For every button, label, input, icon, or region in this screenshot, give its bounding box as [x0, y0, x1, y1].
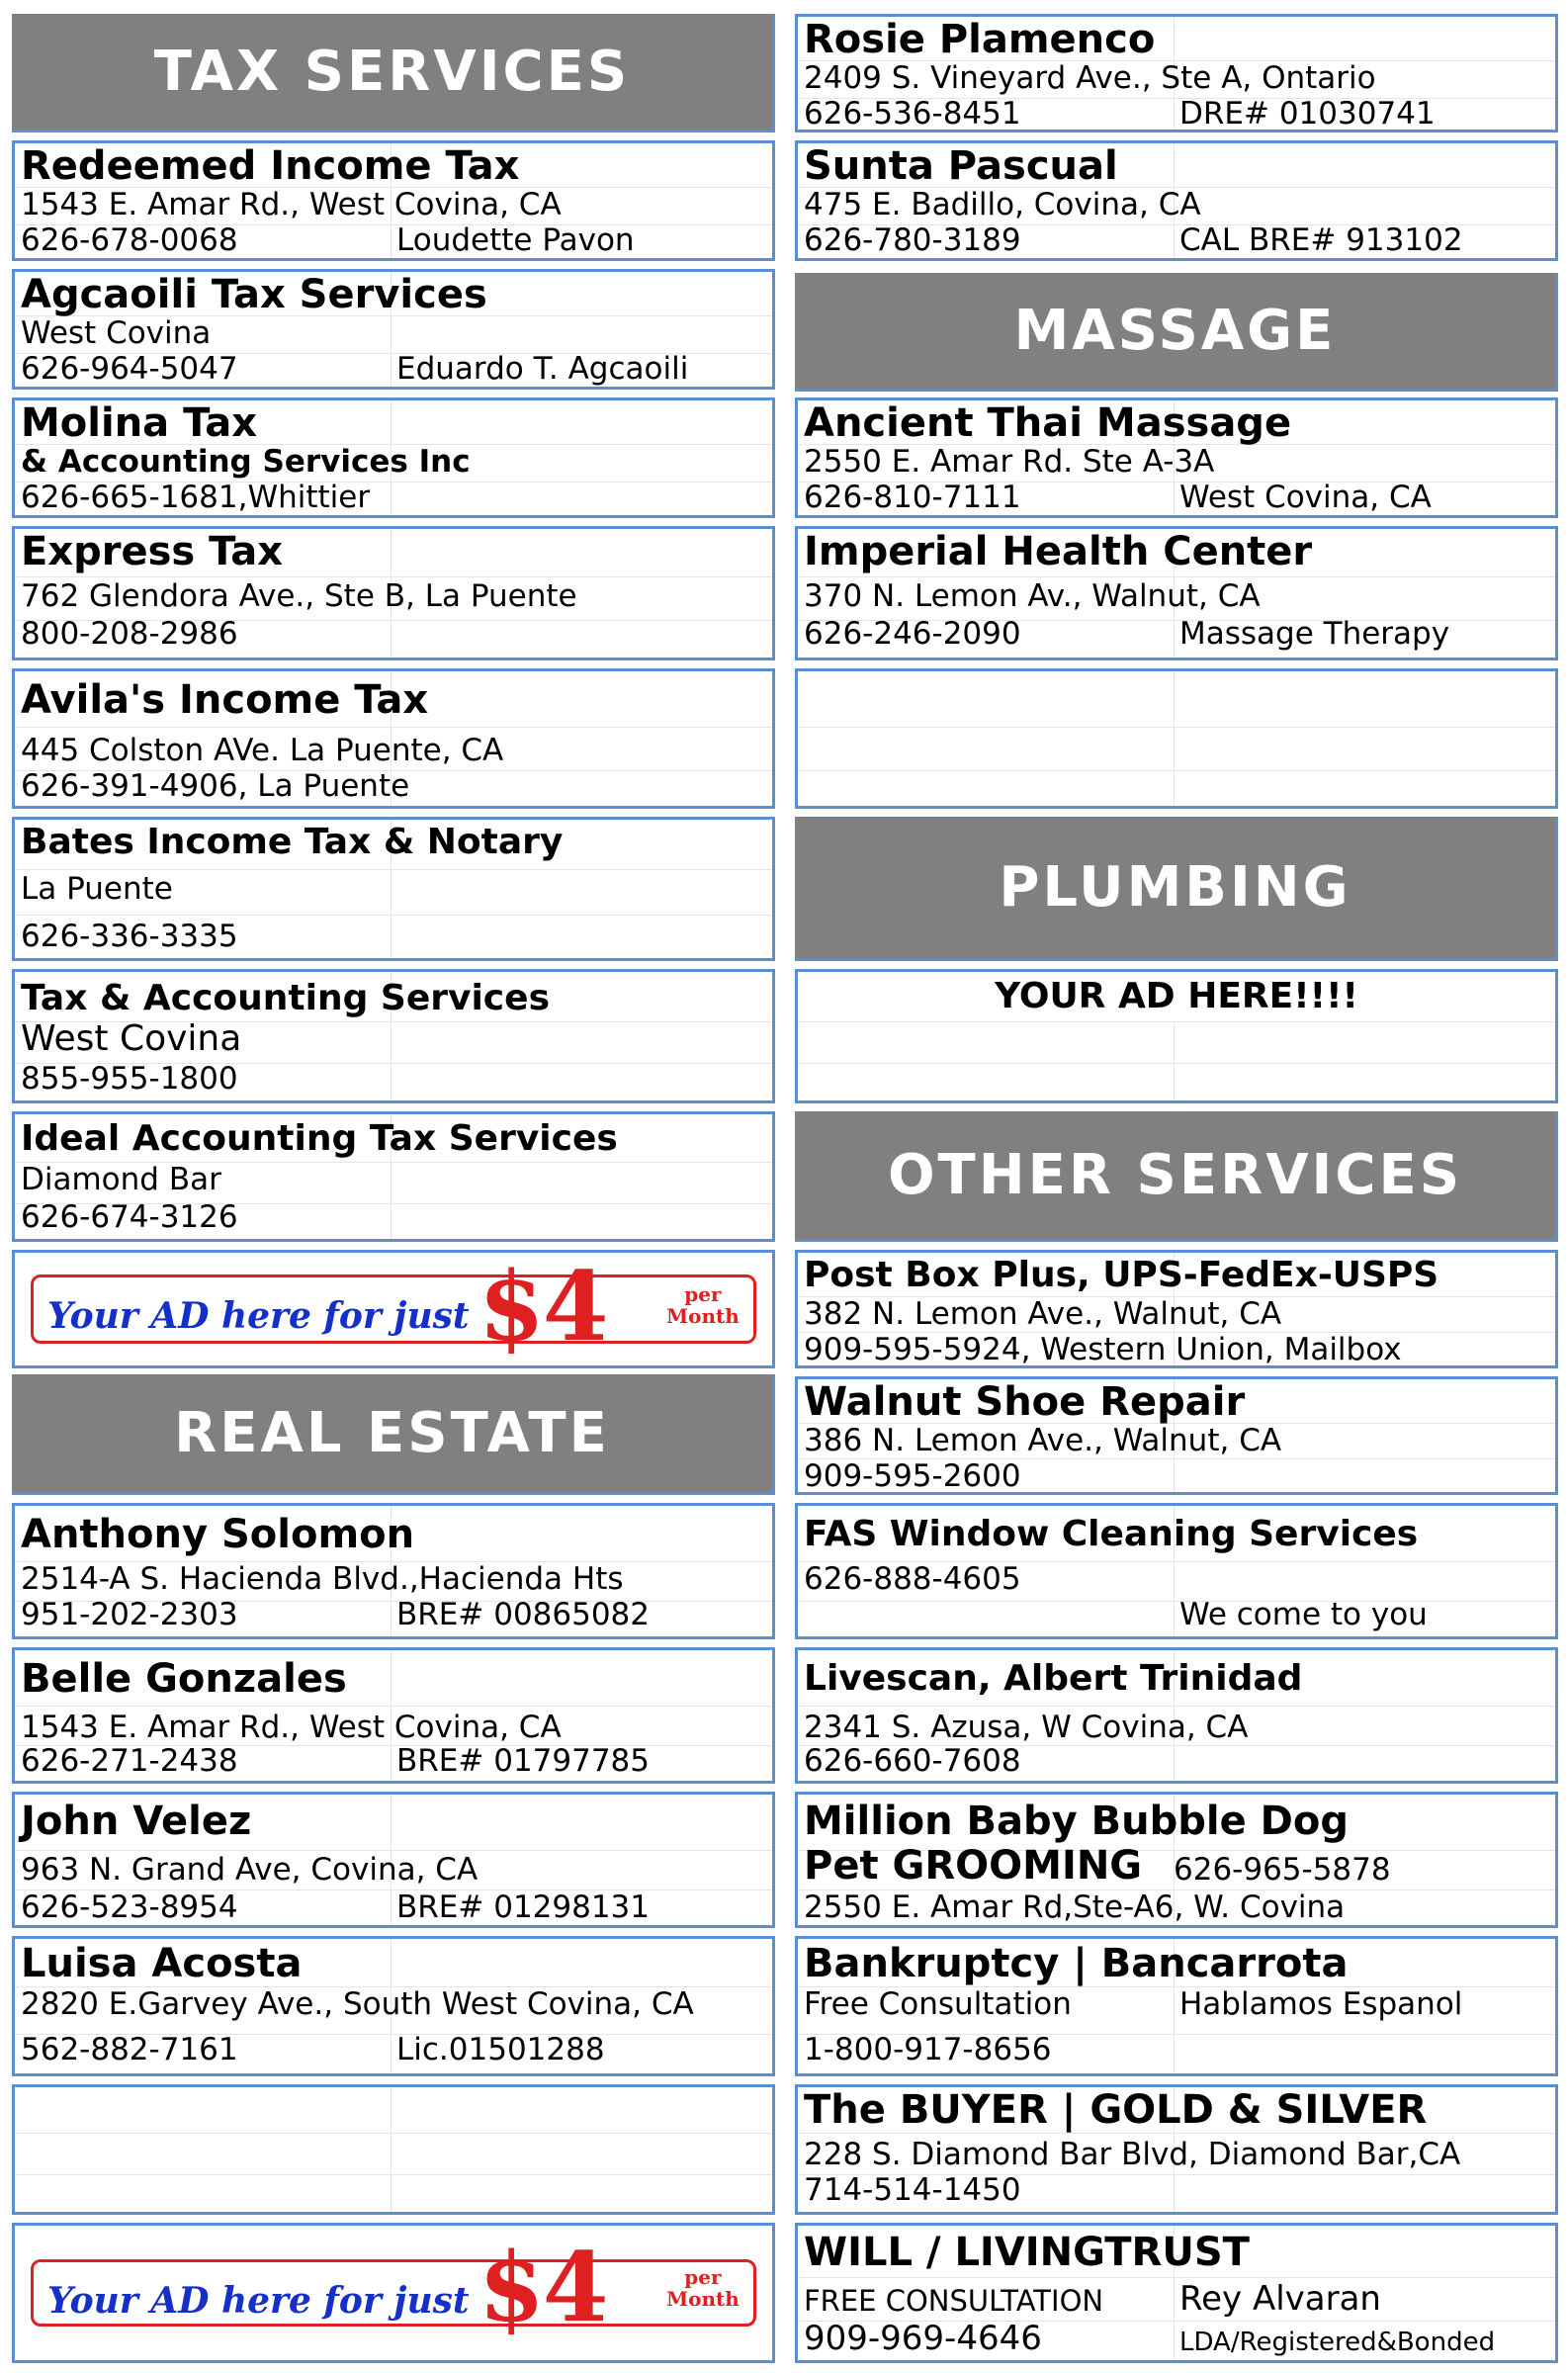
listing-the-buyer [795, 2084, 1558, 2215]
service: Massage Therapy [1179, 616, 1450, 652]
section-header-plumbing [795, 817, 1558, 961]
business-name: Post Box Plus, UPS-FedEx-USPS [804, 1255, 1439, 1295]
phone: 626-391-4906, La Puente [21, 768, 410, 804]
phone: 626-678-0068 [21, 222, 238, 258]
address: Diamond Bar [21, 1162, 221, 1197]
ad-banner[interactable] [12, 2223, 775, 2363]
business-name: FAS Window Cleaning Services [804, 1514, 1419, 1554]
phone: 626-674-3126 [21, 1199, 238, 1235]
subtitle: & Accounting Services Inc [21, 444, 471, 480]
phone: 909-969-4646 [804, 2319, 1042, 2358]
ad-text: Your AD here for just [47, 2280, 470, 2322]
phone: 626-888-4605 [804, 1561, 1021, 1597]
agent-name: Belle Gonzales [21, 1656, 347, 1702]
listing-ideal-accounting [12, 1111, 775, 1242]
section-title: REAL ESTATE [174, 1401, 610, 1465]
section-title: MASSAGE [1013, 299, 1337, 363]
address: 445 Colston AVe. La Puente, CA [21, 733, 504, 768]
business-name: WILL / LIVINGTRUST [804, 2230, 1250, 2275]
phone: 909-595-2600 [804, 1458, 1021, 1494]
phone: 562-882-7161 [21, 2032, 238, 2067]
business-name: Ideal Accounting Tax Services [21, 1118, 618, 1159]
license: CAL BRE# 913102 [1179, 222, 1463, 258]
section-title: TAX SERVICES [153, 40, 631, 104]
business-name: Ancient Thai Massage [804, 400, 1292, 446]
listing-belle-gonzales [12, 1647, 775, 1784]
listing-tax-accounting-services [12, 969, 775, 1103]
business-name: Express Tax [21, 529, 284, 574]
ad-per-month: per Month [666, 2265, 740, 2311]
address: 228 S. Diamond Bar Blvd, Diamond Bar,CA [804, 2137, 1461, 2172]
license: BRE# 01797785 [396, 1743, 651, 1779]
listing-redeemed-income-tax [12, 140, 775, 261]
license: BRE# 00865082 [396, 1597, 651, 1632]
ad-text: Your AD here for just [47, 1295, 470, 1337]
ad-price: $4 [479, 2232, 607, 2343]
address: 382 N. Lemon Ave., Walnut, CA [804, 1296, 1282, 1332]
address: 2409 S. Vineyard Ave., Ste A, Ontario [804, 60, 1376, 96]
address: 1543 E. Amar Rd., West Covina, CA [21, 1710, 562, 1745]
address: 762 Glendora Ave., Ste B, La Puente [21, 578, 577, 614]
plumbing-ad-slot[interactable] [795, 969, 1558, 1103]
phone: 626-536-8451 [804, 96, 1021, 132]
phone: 855-955-1800 [21, 1061, 238, 1097]
listing-luisa-acosta [12, 1936, 775, 2076]
address: 475 E. Badillo, Covina, CA [804, 187, 1201, 222]
phone: 1-800-917-8656 [804, 2032, 1052, 2067]
ad-frame [31, 2232, 756, 2343]
phone: 626-964-5047 [21, 351, 238, 387]
listing-avilas-income-tax [12, 668, 775, 809]
listing-walnut-shoe-repair [795, 1376, 1558, 1495]
ad-banner[interactable] [12, 1250, 775, 1368]
section-header-real-estate [12, 1374, 775, 1495]
ad-per-month: per Month [666, 1282, 740, 1328]
section-header-tax [12, 14, 775, 132]
listing-ancient-thai-massage [795, 397, 1558, 518]
listing-john-velez [12, 1792, 775, 1928]
phone: 626-336-3335 [21, 919, 238, 954]
listing-anthony-solomon [12, 1503, 775, 1639]
listing-bates-income-tax [12, 817, 775, 961]
listing-agcaoili-tax [12, 269, 775, 390]
license: BRE# 01298131 [396, 1890, 651, 1925]
phone: 626-780-3189 [804, 222, 1021, 258]
empty-listing [795, 668, 1558, 809]
business-name: Imperial Health Center [804, 529, 1313, 574]
address: West Covina [21, 315, 212, 351]
phone: 800-208-2986 [21, 616, 238, 652]
phone: 626-660-7608 [804, 1743, 1021, 1779]
address: 2550 E. Amar Rd,Ste-A6, W. Covina [804, 1890, 1346, 1925]
address: La Puente [21, 871, 173, 907]
agent-name: Luisa Acosta [21, 1941, 303, 1986]
business-name: Agcaoili Tax Services [21, 272, 487, 317]
business-name: Million Baby Bubble Dog [804, 1799, 1349, 1844]
city: West Covina, CA [1179, 480, 1432, 515]
phone: 626-810-7111 [804, 480, 1021, 515]
tagline: We come to you [1179, 1597, 1428, 1632]
empty-listing [12, 2084, 775, 2215]
license: Lic.01501288 [396, 2032, 605, 2067]
listing-fas-window-cleaning [795, 1503, 1558, 1639]
listing-imperial-health-center [795, 526, 1558, 660]
contact: Loudette Pavon [396, 222, 635, 258]
service: Pet GROOMING [804, 1843, 1143, 1889]
phone: 626-965-5878 [1174, 1852, 1391, 1888]
address: West Covina [21, 1018, 242, 1059]
phone: 626-271-2438 [21, 1743, 238, 1779]
address: 2341 S. Azusa, W Covina, CA [804, 1710, 1249, 1745]
phone: 951-202-2303 [21, 1597, 238, 1632]
agent-name: John Velez [21, 1799, 252, 1844]
phone: 714-514-1450 [804, 2172, 1021, 2208]
listing-livescan [795, 1647, 1558, 1784]
address: 386 N. Lemon Ave., Walnut, CA [804, 1423, 1282, 1458]
business-name: Avila's Income Tax [21, 677, 429, 723]
listing-million-baby-bubble-dog [795, 1792, 1558, 1928]
business-name: Tax & Accounting Services [21, 978, 550, 1018]
agent-name: Anthony Solomon [21, 1512, 415, 1557]
business-name: The BUYER | GOLD & SILVER [804, 2087, 1428, 2133]
phone: 626-246-2090 [804, 616, 1021, 652]
section-title: OTHER SERVICES [887, 1143, 1463, 1207]
listing-rosie-plamenco [795, 14, 1558, 132]
business-name: Molina Tax [21, 400, 258, 446]
agent-name: Rosie Plamenco [804, 17, 1156, 62]
listing-sunta-pascual [795, 140, 1558, 261]
address: 2550 E. Amar Rd. Ste A-3A [804, 444, 1215, 480]
listing-express-tax [12, 526, 775, 660]
ad-price: $4 [479, 1251, 607, 1362]
business-name: Livescan, Albert Trinidad [804, 1658, 1303, 1699]
listing-will-livingtrust [795, 2223, 1558, 2363]
section-title: PLUMBING [999, 855, 1351, 920]
language: Hablamos Espanol [1179, 1986, 1463, 2022]
credentials: LDA/Registered&Bonded [1179, 2328, 1496, 2357]
address: 2514-A S. Hacienda Blvd.,Hacienda Hts [21, 1561, 624, 1597]
section-header-massage [795, 273, 1558, 392]
ad-frame [31, 1251, 756, 1362]
address: 2820 E.Garvey Ave., South West Covina, CA [21, 1986, 694, 2022]
business-name: Bankruptcy | Bancarrota [804, 1941, 1349, 1986]
agent-name: Sunta Pascual [804, 143, 1118, 189]
phone: 909-595-5924, Western Union, Mailbox [804, 1332, 1402, 1367]
contact: Eduardo T. Agcaoili [396, 351, 689, 387]
section-header-other-services [795, 1111, 1558, 1242]
ad-placeholder-text: YOUR AD HERE!!!! [995, 976, 1358, 1016]
business-name: Walnut Shoe Repair [804, 1379, 1246, 1425]
offer: FREE CONSULTATION [804, 2284, 1104, 2318]
listing-bankruptcy [795, 1936, 1558, 2076]
address: 370 N. Lemon Av., Walnut, CA [804, 578, 1261, 614]
contact: Rey Alvaran [1179, 2279, 1381, 2319]
business-name: Bates Income Tax & Notary [21, 822, 564, 862]
listing-molina-tax [12, 397, 775, 518]
address: 1543 E. Amar Rd., West Covina, CA [21, 187, 562, 222]
business-name: Redeemed Income Tax [21, 143, 520, 189]
offer: Free Consultation [804, 1986, 1072, 2022]
address: 963 N. Grand Ave, Covina, CA [21, 1852, 479, 1888]
phone: 626-665-1681,Whittier [21, 480, 371, 515]
phone: 626-523-8954 [21, 1890, 238, 1925]
license: DRE# 01030741 [1179, 96, 1436, 132]
listing-post-box-plus [795, 1250, 1558, 1368]
